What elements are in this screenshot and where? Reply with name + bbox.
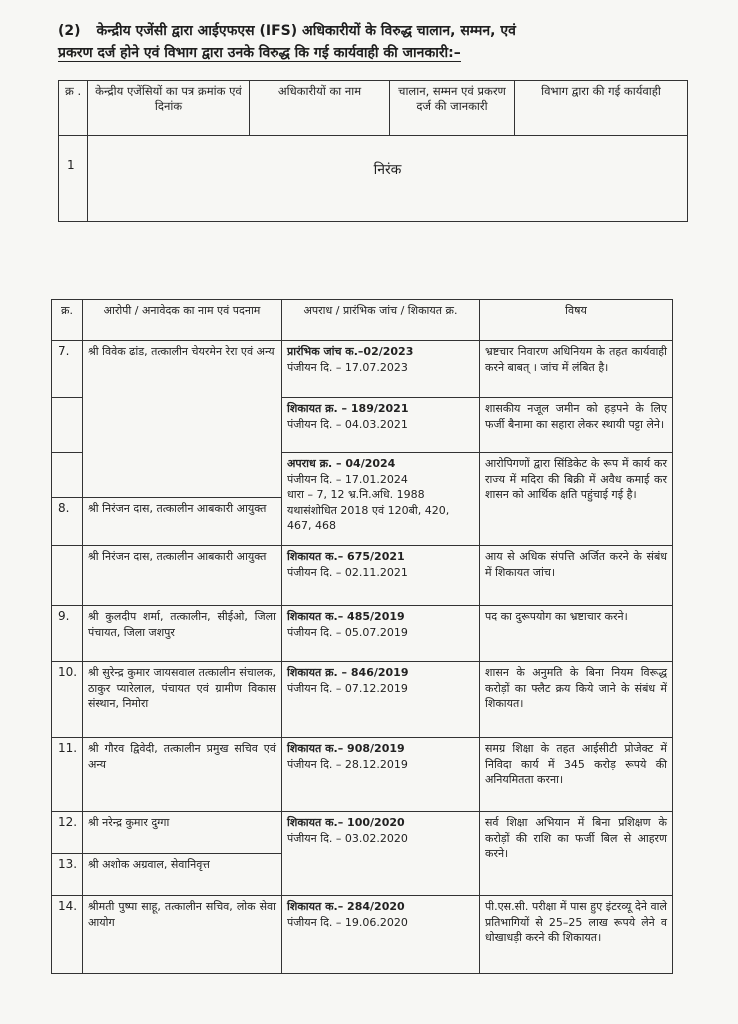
registration-date: पंजीयन दि. – 17.07.2023 [287,360,408,374]
case-number: शिकायत क.– 908/2019 [287,742,405,755]
accused-name: श्री अशोक अग्रवाल, सेवानिवृत्त [83,854,282,896]
row-sno: 12. [52,812,83,854]
accused-name: श्री नरेन्द्र कुमार दुग्गा [83,812,282,854]
registration-date: पंजीयन दि. – 03.02.2020 [287,831,408,845]
table2-header-row [52,300,673,341]
table-row [52,812,673,854]
case-cell [282,738,480,812]
header-subject: विषय [480,300,673,341]
header-sno: क्र . [59,81,88,136]
row-sno: 11. [52,738,83,812]
table1-row [59,136,688,222]
nil-value: निरंक [88,136,688,222]
accused-name: श्रीमती पुष्पा साहू, तत्कालीन सचिव, लोक सेवा आयोग [83,896,282,974]
accused-name: श्री सुरेन्द्र कुमार जायसवाल तत्कालीन संचालक, ठाकुर प्यारेलाल, पंचायत एवं ग्रामीण विकास संस्थान, निमोरा [83,662,282,738]
table1-row-sno: 1 [59,136,88,222]
subject: पी.एस.सी. परीक्षा में पास हुए इंटरव्यू देने वाले प्रतिभागियों से 25–25 लाख रूपये लेने व धोखाधड़ी करने की शिकायत। [480,896,673,974]
row-sno-empty [52,546,83,606]
row-sno: 9. [52,606,83,662]
case-cell [282,662,480,738]
case-number: शिकायत क्र. – 189/2021 [287,402,409,415]
table-row [52,546,673,606]
case-cell [282,398,480,453]
accused-name: श्री गौरव द्विवेदी, तत्कालीन प्रमुख सचिव एवं अन्य [83,738,282,812]
case-cell [282,606,480,662]
case-number: प्रारंभिक जांच क.–02/2023 [287,345,414,358]
header-sno: क्र. [52,300,83,341]
row-sno: 7. [52,341,83,398]
case-cell [282,896,480,974]
header-challan: चालान, सम्मन एवं प्रकरण दर्ज की जानकारी [390,81,515,136]
case-number: शिकायत क्र. – 846/2019 [287,666,409,679]
row-sno: 14. [52,896,83,974]
section-number: (2) [58,23,81,39]
header-officers: अधिकारीयों का नाम [250,81,390,136]
row-sno: 13. [52,854,83,896]
subject: सर्व शिक्षा अभियान में बिना प्रशिक्षण के करोड़ों की राशि का फर्जी बिल से आहरण करने। [480,812,673,896]
accused-name: श्री निरंजन दास, तत्कालीन आबकारी आयुक्त [83,498,282,546]
case-number: शिकायत क.– 100/2020 [287,816,405,829]
accused-name: श्री निरंजन दास, तत्कालीन आबकारी आयुक्त [83,546,282,606]
header-crime: अपराध / प्रारंभिक जांच / शिकायत क्र. [282,300,480,341]
case-number: अपराध क्र. – 04/2024 [287,457,396,470]
accused-name: श्री विवेक ढांड, तत्कालीन चेयरमेन रेरा एवं अन्य [83,341,282,498]
subject: शासकीय नजूल जमीन को हड़पने के लिए फर्जी बैनामा का सहारा लेकर स्थायी पट्टा लेने। [480,398,673,453]
case-cell [282,812,480,896]
table-row [52,606,673,662]
subject: आय से अधिक संपत्ति अर्जित करने के संबंध में शिकायत जांच। [480,546,673,606]
row-sno: 10. [52,662,83,738]
section-heading [58,20,688,64]
registration-date: पंजीयन दि. – 02.11.2021 [287,565,408,579]
header-letter: केन्द्रीय एजेंसियों का पत्र क्रमांक एवं दिनांक [88,81,250,136]
case-cell [282,546,480,606]
table-row [52,896,673,974]
subject: भ्रष्टचार निवारण अधिनियम के तहत कार्यवाही करने बाबत् । जांच में लंबित है। [480,341,673,398]
subject: समग्र शिक्षा के तहत आईसीटी प्रोजेक्ट में निविदा कार्य में 345 करोड़ रूपये की अनियमितता करना। [480,738,673,812]
case-cell [282,453,480,546]
row-sno-empty [52,398,83,453]
registration-date: पंजीयन दि. – 05.07.2019 [287,625,408,639]
registration-date: पंजीयन दि. – 07.12.2019 [287,681,408,695]
subject: पद का दुरूपयोग का भ्रष्टाचार करने। [480,606,673,662]
row-sno-empty [52,453,83,498]
registration-date: पंजीयन दि. – 19.06.2020 [287,915,408,929]
agency-cases-table [58,80,688,222]
row-sno: 8. [52,498,83,546]
header-action: विभाग द्वारा की गई कार्यवाही [515,81,688,136]
section-text: धारा – 7, 12 भ्र.नि.अधि. 1988 यथासंशोधित 2018 एवं 120बी, 420, 467, 468 [287,488,450,532]
header-accused: आरोपी / अनावेदक का नाम एवं पदनाम [83,300,282,341]
table1-header-row [59,81,688,136]
case-number: शिकायत क.– 675/2021 [287,550,405,563]
case-number: शिकायत क.– 485/2019 [287,610,405,623]
case-cell [282,341,480,398]
table-row [52,662,673,738]
table-row [52,738,673,812]
subject: आरोपिगणों द्वारा सिंडिकेट के रूप में कार्य कर राज्य में मदिरा की बिक्री में अवैध कमाई कर शासन को आर्थिक क्षति पहुंचाई गई है। [480,453,673,546]
subject: शासन के अनुमति के बिना नियम विरूद्ध करोड़ों का फ्लैट क्रय किये जाने के संबंध में शिकायत। [480,662,673,738]
heading-line-2: प्रकरण दर्ज होने एवं विभाग द्वारा उनके विरुद्ध कि गई कार्यवाही की जानकारी:– [58,45,461,61]
registration-date: पंजीयन दि. – 04.03.2021 [287,417,408,431]
registration-date: पंजीयन दि. – 17.01.2024 [287,472,408,486]
registration-date: पंजीयन दि. – 28.12.2019 [287,757,408,771]
heading-line-1: केन्द्रीय एजेंसी द्वारा आईएफएस (IFS) अधिकारीयों के विरुद्ध चालान, सम्मन, एवं [96,23,516,39]
case-number: शिकायत क.– 284/2020 [287,900,405,913]
accused-name: श्री कुलदीप शर्मा, तत्कालीन, सीईओ, जिला पंचायत, जिला जशपुर [83,606,282,662]
complaints-table [51,299,673,974]
table-row [52,341,673,398]
